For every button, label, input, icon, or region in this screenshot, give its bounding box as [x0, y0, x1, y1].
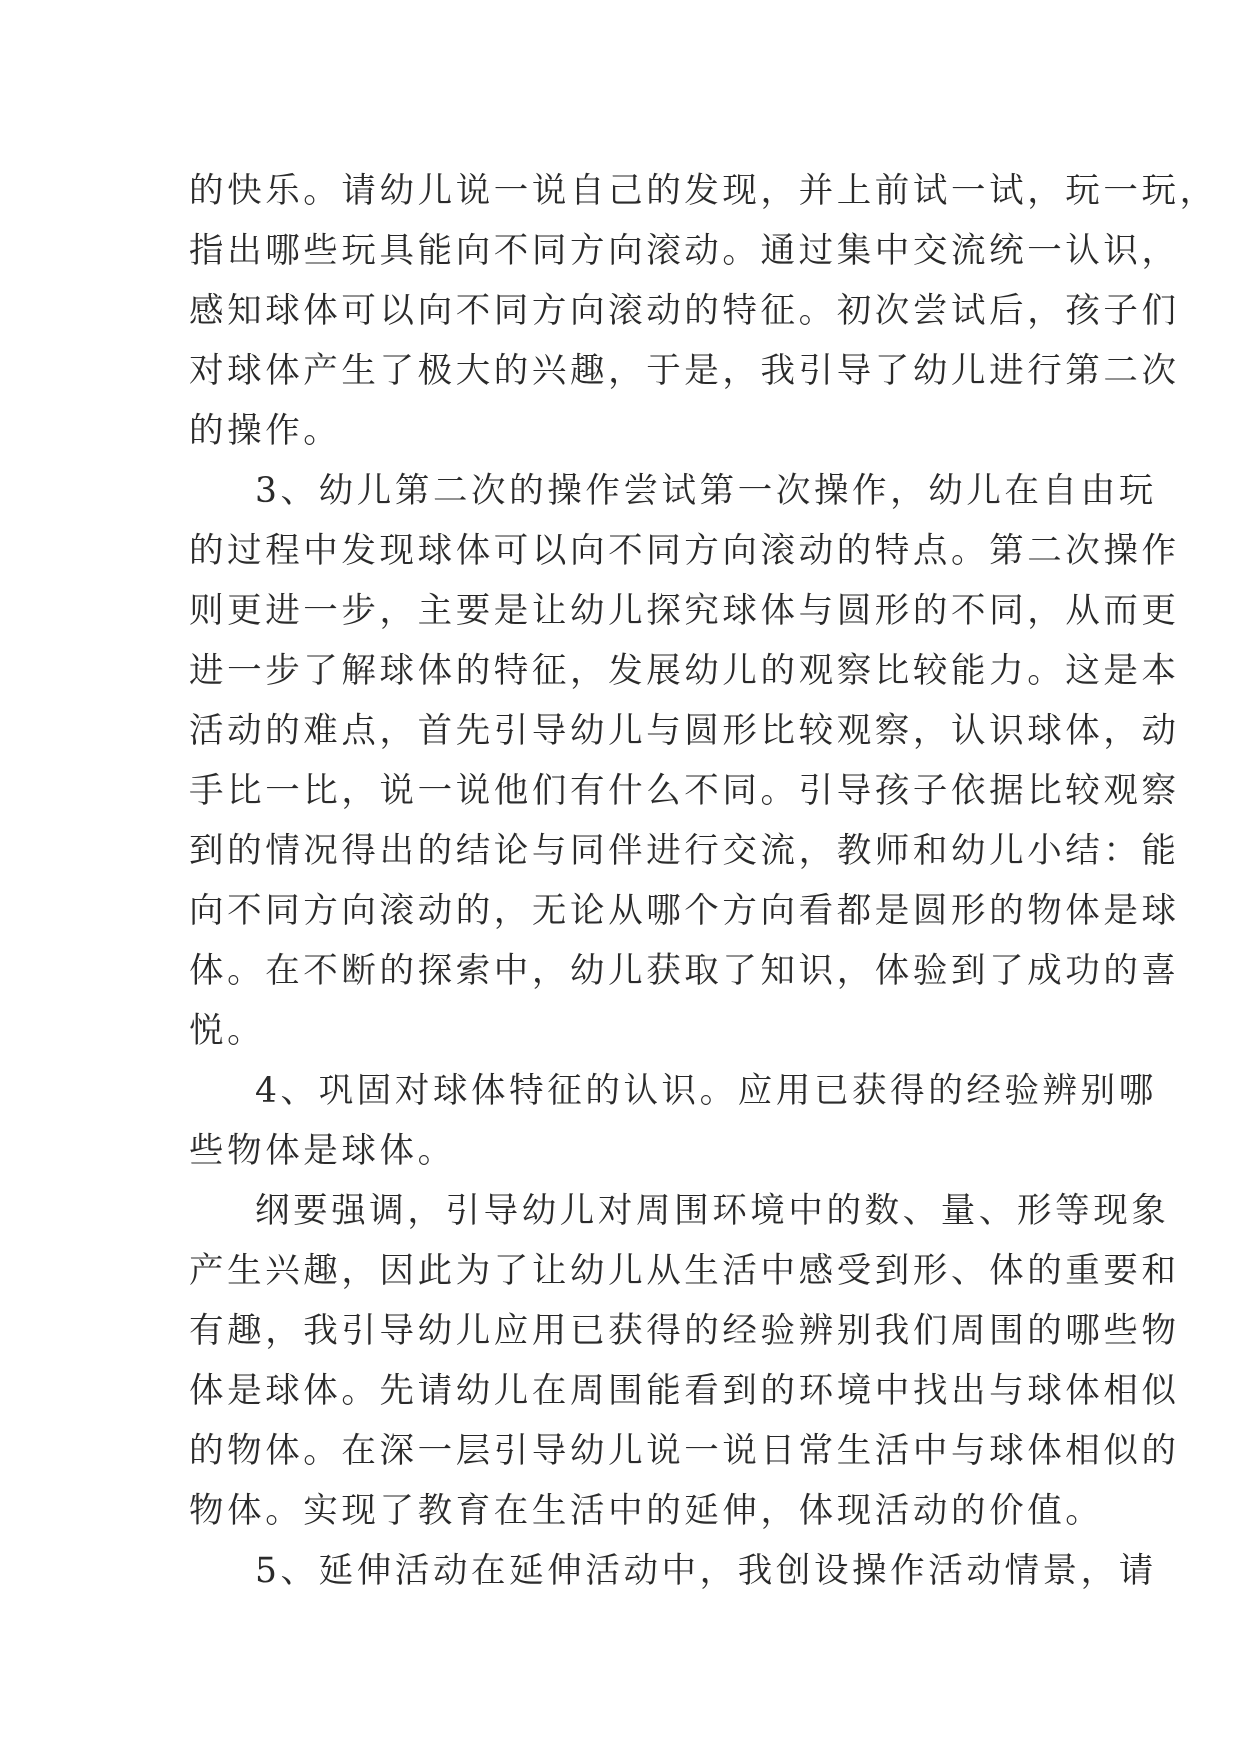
- text-line: 向不同方向滚动的，无论从哪个方向看都是圆形的物体是球: [189, 891, 1180, 931]
- text-line: 感知球体可以向不同方向滚动的特征。初次尝试后，孩子们: [189, 291, 1180, 331]
- text-line: 进一步了解球体的特征，发展幼儿的观察比较能力。这是本: [189, 651, 1180, 691]
- text-line: 对球体产生了极大的兴趣，于是，我引导了幼儿进行第二次: [189, 351, 1180, 391]
- text-line: 则更进一步，主要是让幼儿探究球体与圆形的不同，从而更: [189, 591, 1180, 631]
- paragraph-start-line: 5、延伸活动在延伸活动中，我创设操作活动情景，请: [255, 1551, 1157, 1591]
- text-line: 手比一比，说一说他们有什么不同。引导孩子依据比较观察: [189, 771, 1180, 811]
- text-line: 的快乐。请幼儿说一说自己的发现，并上前试一试，玩一玩，: [189, 171, 1218, 211]
- text-line: 物体。实现了教育在生活中的延伸，体现活动的价值。: [189, 1491, 1104, 1531]
- text-line: 体。在不断的探索中，幼儿获取了知识，体验到了成功的喜: [189, 951, 1180, 991]
- paragraph-start-line: 4、巩固对球体特征的认识。应用已获得的经验辨别哪: [255, 1071, 1157, 1111]
- paragraph-start-line: 3、幼儿第二次的操作尝试第一次操作，幼儿在自由玩: [255, 471, 1157, 511]
- text-line: 些物体是球体。: [189, 1131, 456, 1171]
- paragraph-start-line: 纲要强调，引导幼儿对周围环境中的数、量、形等现象: [255, 1191, 1170, 1231]
- text-line: 活动的难点，首先引导幼儿与圆形比较观察，认识球体，动: [189, 711, 1180, 751]
- text-line: 悦。: [189, 1011, 266, 1051]
- text-line: 的操作。: [189, 411, 342, 451]
- text-line: 的过程中发现球体可以向不同方向滚动的特点。第二次操作: [189, 531, 1180, 571]
- text-line: 到的情况得出的结论与同伴进行交流，教师和幼儿小结：能: [189, 831, 1180, 871]
- body-text: [189, 161, 1218, 1601]
- text-line: 产生兴趣，因此为了让幼儿从生活中感受到形、体的重要和: [189, 1251, 1180, 1291]
- text-line: 体是球体。先请幼儿在周围能看到的环境中找出与球体相似: [189, 1371, 1180, 1411]
- text-line: 的物体。在深一层引导幼儿说一说日常生活中与球体相似的: [189, 1431, 1180, 1471]
- text-line: 指出哪些玩具能向不同方向滚动。通过集中交流统一认识，: [189, 231, 1180, 271]
- text-line: 有趣，我引导幼儿应用已获得的经验辨别我们周围的哪些物: [189, 1311, 1180, 1351]
